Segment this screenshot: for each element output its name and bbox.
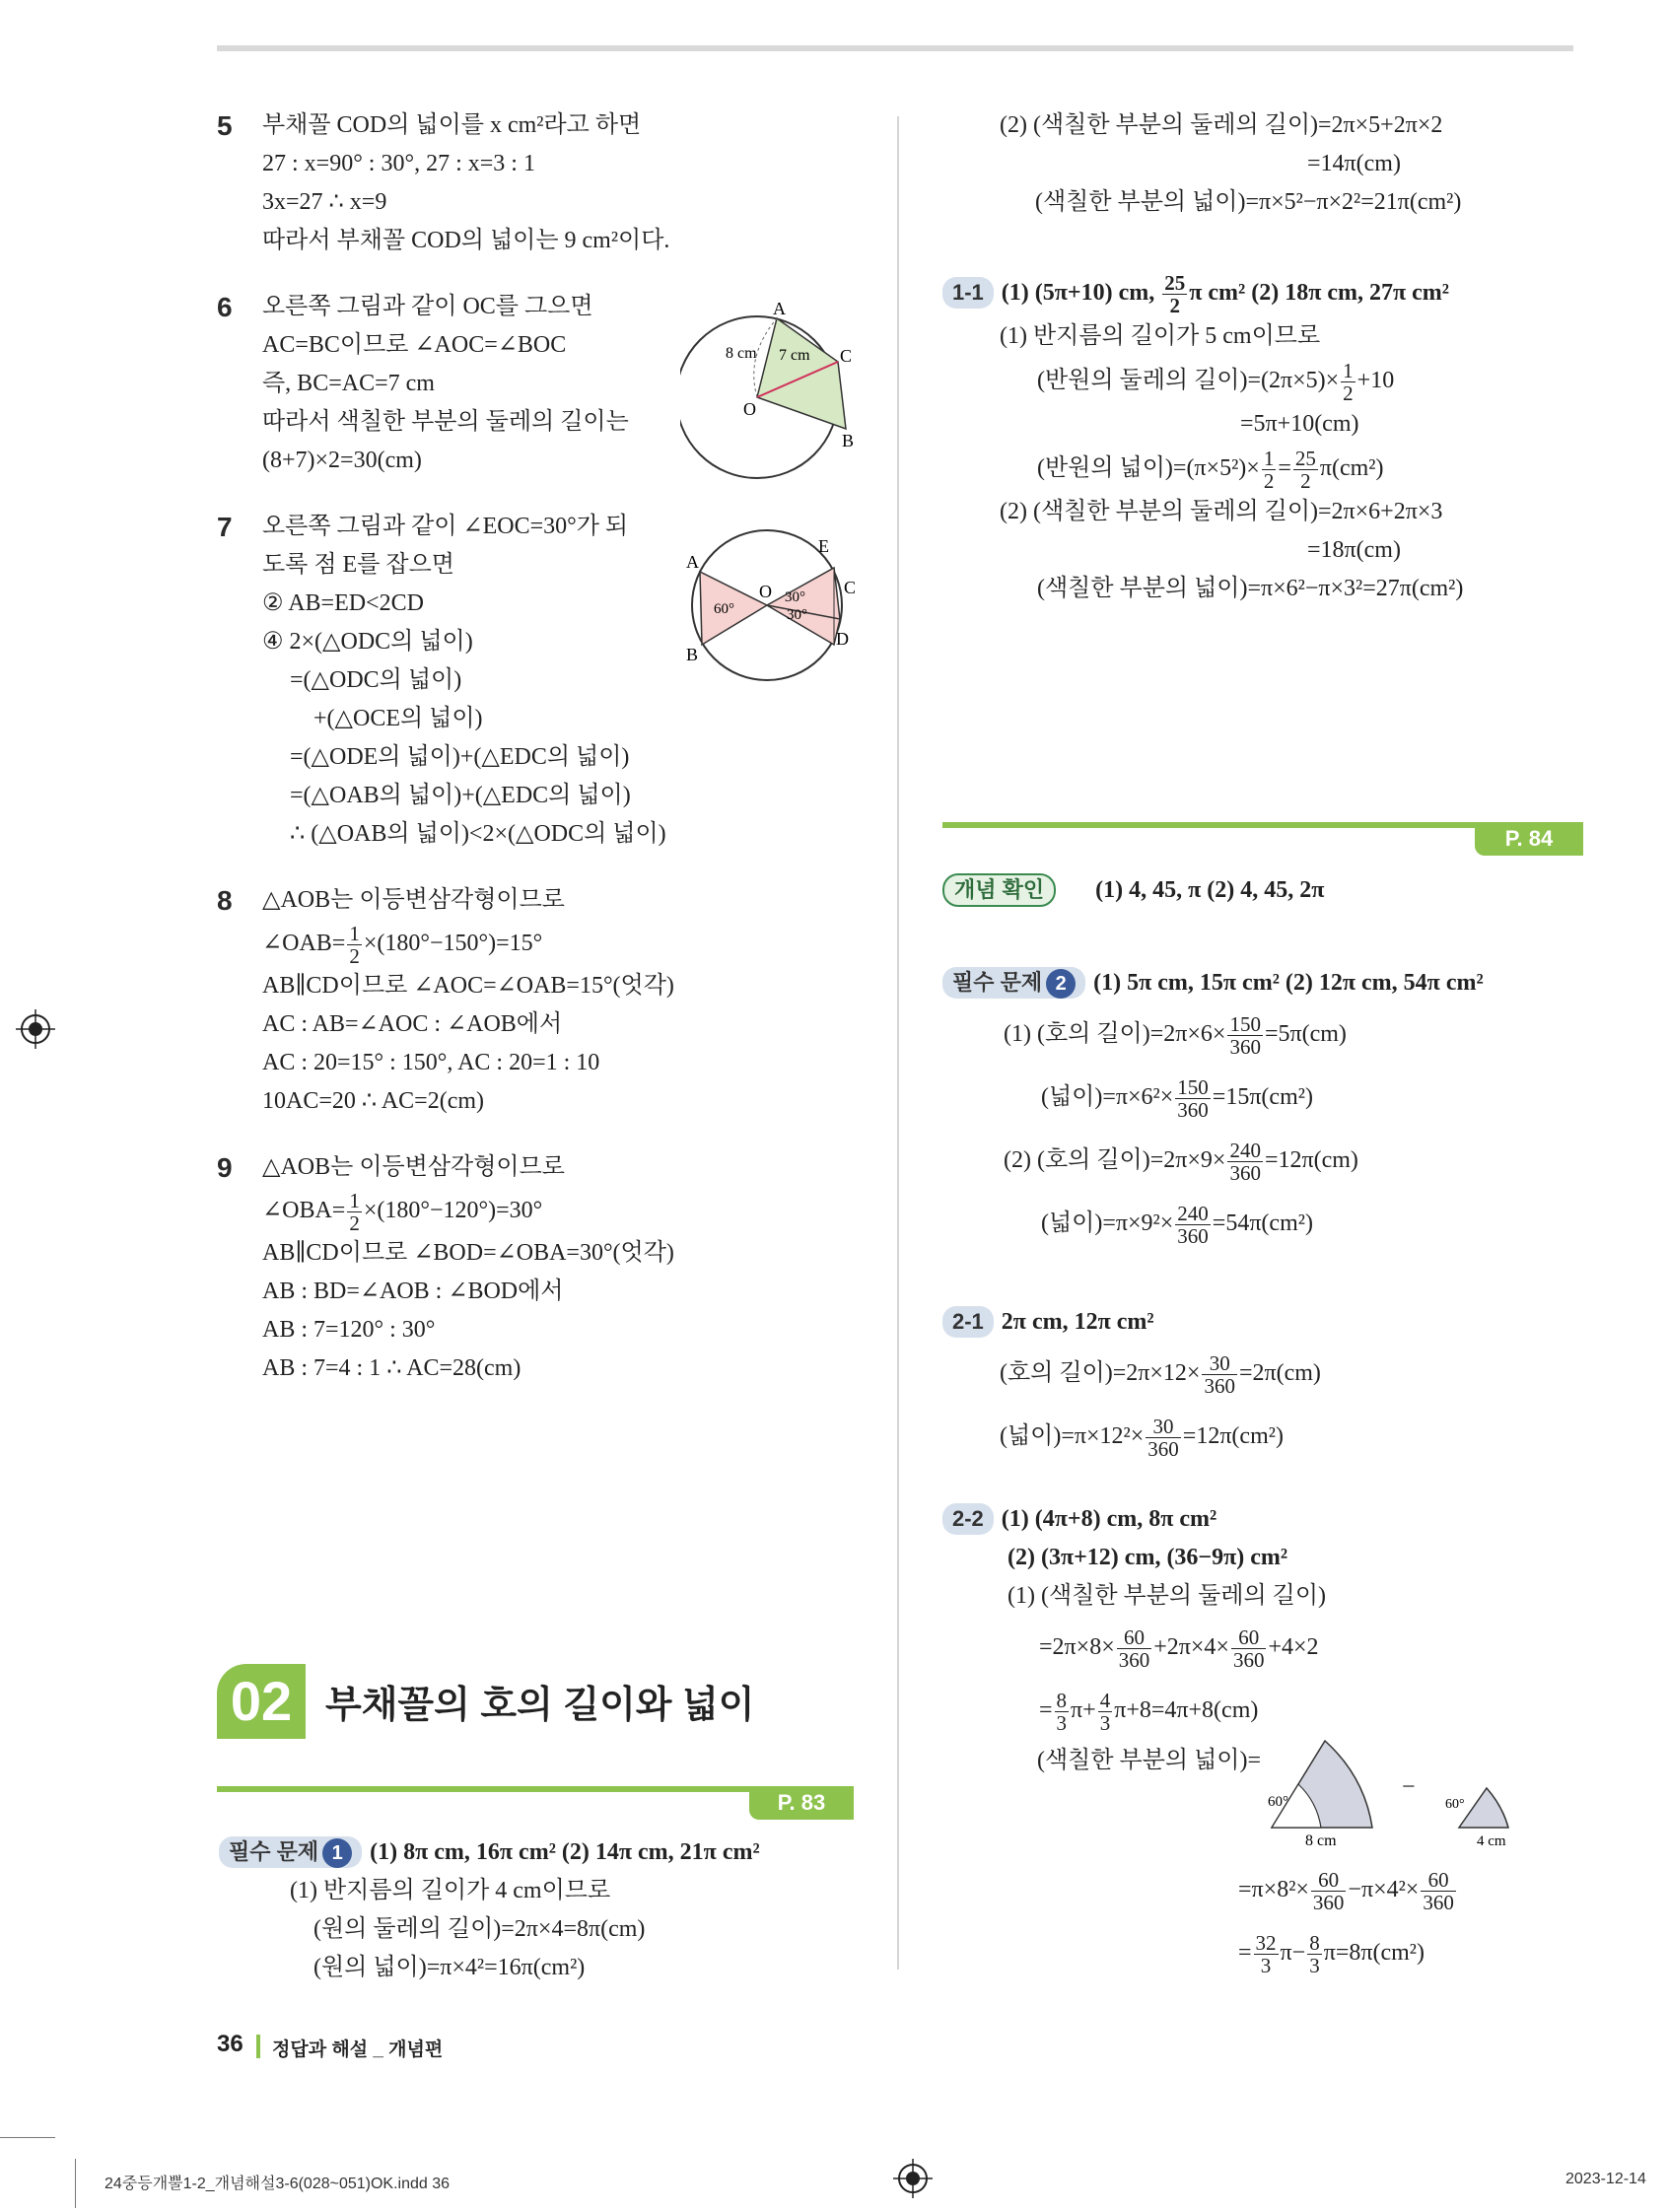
answer: (1) 4, 45, π (2) 4, 45, 2π bbox=[1095, 877, 1325, 903]
fraction: $\frac{25}{2}$ bbox=[1294, 446, 1316, 493]
text-part: (반원의 둘레의 길이)=(2π×5)× bbox=[1037, 368, 1340, 393]
label-B: B bbox=[686, 645, 699, 664]
text-part: (2) (호의 길이)=2π×9× bbox=[1004, 1147, 1226, 1173]
fraction: $\frac{25}{2}$ bbox=[1164, 270, 1186, 317]
text-line: =5π+10(cm) bbox=[1240, 411, 1359, 437]
answer: (1) (4π+8) cm, 8π cm² bbox=[1001, 1506, 1217, 1532]
problem-5 bbox=[217, 106, 873, 260]
problem-2-1 bbox=[942, 1303, 1583, 1468]
section-number-badge bbox=[217, 1664, 306, 1739]
problem-9 bbox=[217, 1148, 873, 1388]
text-line: AC : 20=15° : 150°, AC : 20=1 : 10 bbox=[262, 1050, 600, 1075]
text-line: AB : 7=120° : 30° bbox=[262, 1317, 436, 1343]
label-D: D bbox=[836, 629, 849, 649]
text-part: =12π(cm²) bbox=[1182, 1423, 1284, 1449]
label-E: E bbox=[818, 536, 829, 556]
fraction: $\frac{8}{3}$ bbox=[1309, 1930, 1320, 1977]
text-part: ×(180°−120°)=30° bbox=[363, 1198, 543, 1223]
label-A: A bbox=[686, 552, 699, 572]
text-line: (1) 반지름의 길이가 4 cm이므로 bbox=[290, 1878, 611, 1903]
label-angle-30a: 30° bbox=[785, 589, 805, 605]
label-C: C bbox=[840, 346, 853, 366]
fraction: $\frac{60}{360}$ bbox=[1118, 1624, 1150, 1672]
label-angle-60: 60° bbox=[714, 601, 734, 617]
pilsu-number: 2 bbox=[1046, 969, 1076, 999]
text-part: ×(180°−150°)=15° bbox=[363, 931, 543, 956]
text-part: π=8π(cm²) bbox=[1323, 1940, 1425, 1966]
text-part: = bbox=[1278, 455, 1291, 481]
text-line: 부채꼴 COD의 넓이를 x cm²라고 하면 bbox=[262, 112, 642, 138]
fraction: $\frac{1}{2}$ bbox=[1263, 446, 1275, 493]
fraction: $\frac{30}{360}$ bbox=[1204, 1350, 1235, 1398]
text-line: △AOB는 이등변삼각형이므로 bbox=[262, 1154, 565, 1180]
text-line: 오른쪽 그림과 같이 ∠EOC=30°가 되 bbox=[262, 514, 629, 539]
fraction: $\frac{60}{360}$ bbox=[1312, 1867, 1345, 1914]
label-chord: 7 cm bbox=[779, 347, 810, 364]
text-line: 따라서 부채꼴 COD의 넓이는 9 cm²이다. bbox=[262, 228, 670, 253]
fraction: $\frac{60}{360}$ bbox=[1232, 1624, 1265, 1672]
label-radius: 8 cm bbox=[726, 345, 757, 362]
problem-tag: 1-1 bbox=[942, 277, 994, 309]
fraction: $\frac{32}{3}$ bbox=[1255, 1930, 1277, 1977]
text-line: ④ 2×(△ODC의 넓이) bbox=[262, 629, 473, 655]
label-O: O bbox=[743, 399, 756, 419]
fraction: $\frac{60}{360}$ bbox=[1423, 1867, 1454, 1914]
pilsu-label: 필수 문제 bbox=[952, 970, 1043, 995]
text-part: π+ bbox=[1071, 1697, 1096, 1723]
text-line: =(△ODC의 넓이) bbox=[290, 667, 462, 693]
text-part: = bbox=[1039, 1697, 1053, 1723]
text-part: +4×2 bbox=[1268, 1634, 1319, 1660]
text-line: (원의 둘레의 길이)=2π×4=8π(cm) bbox=[313, 1916, 646, 1942]
pilsu-tag bbox=[219, 1836, 362, 1868]
concept-tag: 개념 확인 bbox=[942, 873, 1056, 907]
text-part: (넓이)=π×12²× bbox=[1000, 1423, 1145, 1449]
text-line: (1) (색칠한 부분의 둘레의 길이) bbox=[1008, 1583, 1326, 1609]
fraction: $\frac{30}{360}$ bbox=[1147, 1414, 1179, 1461]
text-part: =15π(cm²) bbox=[1212, 1084, 1313, 1110]
text-line: AB : BD=∠AOB : ∠BOD에서 bbox=[262, 1279, 564, 1304]
print-date: 2023-12-14 bbox=[1565, 2171, 1646, 2187]
page-ref-83: P. 83 bbox=[749, 1786, 854, 1820]
problem-8 bbox=[217, 881, 873, 1121]
text-part: (반원의 넓이)=(π×5²)× bbox=[1037, 455, 1260, 481]
text-part: =2π(cm) bbox=[1238, 1360, 1321, 1386]
fraction: $\frac{240}{360}$ bbox=[1177, 1201, 1209, 1248]
text-line: 10AC=20 ∴ AC=2(cm) bbox=[262, 1088, 484, 1114]
text-part: (넓이)=π×6²× bbox=[1041, 1084, 1174, 1110]
text-part: π+8=4π+8(cm) bbox=[1114, 1697, 1259, 1723]
text-line: 3x=27 ∴ x=9 bbox=[262, 189, 387, 215]
pilsu-2 bbox=[942, 964, 1583, 1255]
text-line: 따라서 색칠한 부분의 둘레의 길이는 bbox=[262, 409, 629, 435]
answer: (1) 8π cm, 16π cm² (2) 14π cm, 21π cm² bbox=[370, 1839, 760, 1865]
label-radius: 8 cm bbox=[1305, 1832, 1337, 1847]
label-O: O bbox=[759, 582, 772, 601]
crop-mark bbox=[0, 2137, 55, 2138]
minus-sign: − bbox=[1402, 1774, 1416, 1800]
text-part: =π×8²× bbox=[1238, 1877, 1309, 1902]
text-part: (넓이)=π×9²× bbox=[1041, 1210, 1174, 1236]
text-part: (색칠한 부분의 넓이)= bbox=[1037, 1748, 1261, 1773]
sector-figure-small bbox=[1445, 1784, 1524, 1849]
fraction: $\frac{150}{360}$ bbox=[1177, 1074, 1209, 1122]
answer: 2π cm, 12π cm² bbox=[1001, 1309, 1154, 1335]
page-ref-84: P. 84 bbox=[1475, 822, 1583, 856]
sector-figure-large bbox=[1252, 1737, 1380, 1847]
answer: (1) 5π cm, 15π cm² (2) 12π cm, 54π cm² bbox=[1093, 970, 1484, 996]
label-C: C bbox=[844, 578, 857, 597]
text-part: ∠OAB= bbox=[262, 931, 346, 956]
file-info: 24중등개뿔1-2_개념해설3-6(028~051)OK.indd 36 bbox=[104, 2176, 451, 2192]
text-line: =18π(cm) bbox=[1307, 537, 1401, 563]
text-line: 도록 점 E를 잡으면 bbox=[262, 552, 454, 578]
page-number: 36 bbox=[217, 2031, 243, 2057]
fraction: $\frac{4}{3}$ bbox=[1099, 1688, 1111, 1735]
text-line: AC : AB=∠AOC : ∠AOB에서 bbox=[262, 1011, 563, 1037]
fraction: $\frac{1}{2}$ bbox=[1343, 358, 1354, 405]
right-top bbox=[1000, 106, 1591, 222]
pilsu-1 bbox=[219, 1833, 860, 1987]
text-part: =54π(cm²) bbox=[1212, 1210, 1313, 1236]
circle-figure-6 bbox=[680, 301, 868, 488]
fraction: $\frac{240}{360}$ bbox=[1229, 1138, 1261, 1185]
text-part: −π×4²× bbox=[1348, 1877, 1420, 1902]
label-angle-30b: 30° bbox=[787, 607, 807, 623]
text-line: =14π(cm) bbox=[1307, 151, 1401, 176]
text-part: (호의 길이)=2π×12× bbox=[1000, 1360, 1201, 1386]
text-line: +(△OCE의 넓이) bbox=[313, 706, 483, 731]
text-line: 즉, BC=AC=7 cm bbox=[262, 371, 435, 396]
crop-mark bbox=[75, 2159, 76, 2208]
problem-tag: 2-1 bbox=[942, 1306, 994, 1338]
label-B: B bbox=[842, 431, 855, 450]
concept-check bbox=[942, 871, 1583, 910]
fraction: $\frac{8}{3}$ bbox=[1056, 1688, 1068, 1735]
label-angle: 60° bbox=[1268, 1794, 1288, 1810]
text-line: (8+7)×2=30(cm) bbox=[262, 448, 422, 473]
text-part: +2π×4× bbox=[1153, 1634, 1229, 1660]
text-line: ∴ (△OAB의 넓이)<2×(△ODC의 넓이) bbox=[290, 821, 666, 847]
text-line: 오른쪽 그림과 같이 OC를 그으면 bbox=[262, 294, 593, 319]
text-line: (2) (색칠한 부분의 둘레의 길이)=2π×6+2π×3 bbox=[1000, 499, 1443, 524]
answer: π cm² (2) 18π cm, 27π cm² bbox=[1189, 280, 1449, 306]
answer: (2) (3π+12) cm, (36−9π) cm² bbox=[1008, 1545, 1288, 1570]
registration-mark-icon bbox=[893, 2159, 933, 2198]
label-radius: 4 cm bbox=[1477, 1833, 1506, 1849]
text-line: AB∥CD이므로 ∠BOD=∠OBA=30°(엇각) bbox=[262, 1240, 674, 1266]
text-line: (1) 반지름의 길이가 5 cm이므로 bbox=[1000, 323, 1321, 349]
circle-figure-7 bbox=[670, 522, 868, 690]
text-part: =12π(cm) bbox=[1264, 1147, 1358, 1173]
label-A: A bbox=[773, 301, 786, 318]
text-line: (2) (색칠한 부분의 둘레의 길이)=2π×5+2π×2 bbox=[1000, 112, 1443, 138]
text-part: π(cm²) bbox=[1319, 455, 1384, 481]
problem-number: 7 bbox=[217, 512, 233, 542]
text-part: +10 bbox=[1356, 368, 1395, 393]
text-line: 27 : x=90° : 30°, 27 : x=3 : 1 bbox=[262, 151, 535, 176]
section-number: 02 bbox=[230, 1670, 293, 1732]
column-divider bbox=[897, 116, 899, 1970]
pilsu-number: 1 bbox=[322, 1838, 352, 1868]
fraction: $\frac{150}{360}$ bbox=[1229, 1011, 1261, 1059]
text-line: AB∥CD이므로 ∠AOC=∠OAB=15°(엇각) bbox=[262, 973, 674, 999]
text-line: AB : 7=4 : 1 ∴ AC=28(cm) bbox=[262, 1355, 521, 1381]
text-line: ② AB=ED<2CD bbox=[262, 590, 424, 616]
fraction: $\frac{1}{2}$ bbox=[349, 1188, 360, 1235]
label-angle: 60° bbox=[1445, 1797, 1465, 1812]
problem-number: 5 bbox=[217, 110, 233, 141]
problem-number: 9 bbox=[217, 1152, 233, 1183]
text-line: (원의 넓이)=π×4²=16π(cm²) bbox=[313, 1955, 586, 1980]
problem-number: 6 bbox=[217, 292, 233, 322]
text-part: (1) (호의 길이)=2π×6× bbox=[1004, 1021, 1226, 1047]
section-title: 부채꼴의 호의 길이와 넓이 bbox=[325, 1685, 755, 1726]
text-line: =(△OAB의 넓이)+(△EDC의 넓이) bbox=[290, 783, 631, 808]
pilsu-label: 필수 문제 bbox=[229, 1839, 319, 1864]
pilsu-tag bbox=[942, 967, 1085, 999]
footer-bar bbox=[256, 2035, 260, 2058]
text-line: =(△ODE의 넓이)+(△EDC의 넓이) bbox=[290, 744, 630, 770]
text-line: (색칠한 부분의 넓이)=π×6²−π×3²=27π(cm²) bbox=[1037, 576, 1464, 601]
text-line: AC=BC이므로 ∠AOC=∠BOC bbox=[262, 332, 567, 358]
problem-tag: 2-2 bbox=[942, 1503, 994, 1535]
fraction: $\frac{1}{2}$ bbox=[349, 921, 360, 968]
text-part: π− bbox=[1280, 1940, 1306, 1966]
page-title: 정답과 해설 _ 개념편 bbox=[272, 2039, 444, 2060]
registration-mark-icon bbox=[16, 1009, 55, 1049]
problem-1-1 bbox=[942, 268, 1583, 608]
top-rule bbox=[217, 45, 1573, 51]
text-part: =2π×8× bbox=[1039, 1634, 1115, 1660]
text-part: = bbox=[1238, 1940, 1252, 1966]
problem-number: 8 bbox=[217, 885, 233, 916]
answer: (1) (5π+10) cm, bbox=[1001, 280, 1161, 306]
text-part: ∠OBA= bbox=[262, 1198, 346, 1223]
text-line: △AOB는 이등변삼각형이므로 bbox=[262, 887, 565, 913]
text-line: (색칠한 부분의 넓이)=π×5²−π×2²=21π(cm²) bbox=[1035, 189, 1462, 215]
text-part: =5π(cm) bbox=[1264, 1021, 1347, 1047]
